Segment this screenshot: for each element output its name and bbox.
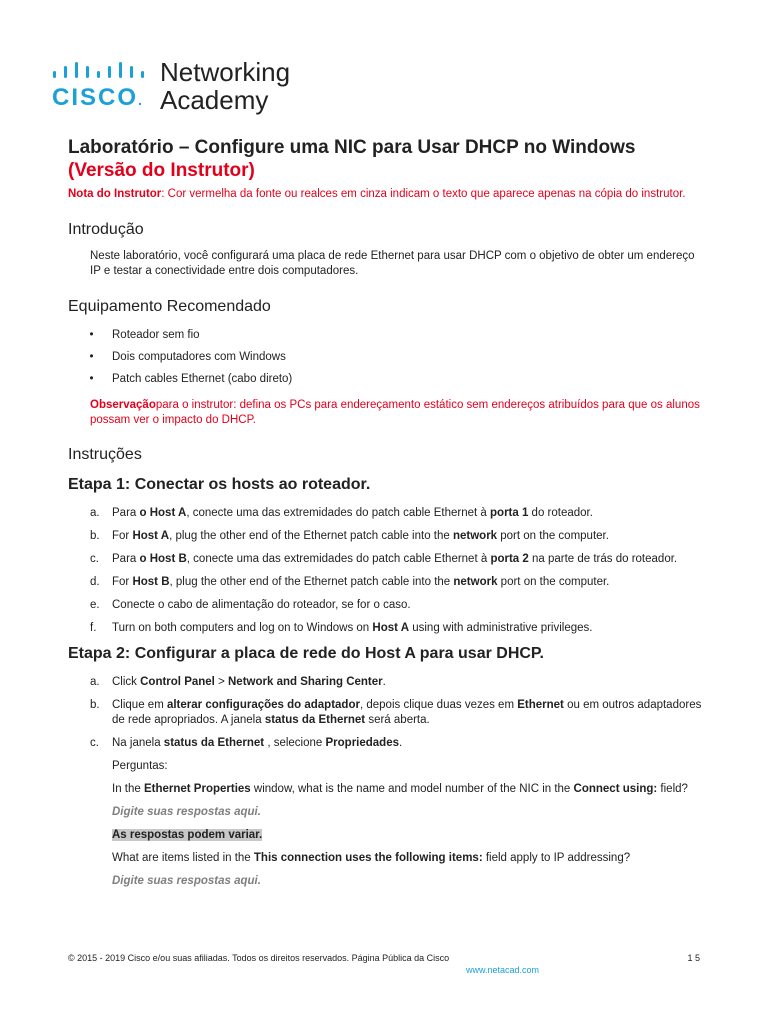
cisco-networking-academy-logo: [52, 56, 312, 118]
questions-label: Perguntas:: [112, 760, 168, 772]
list-item: • Patch cables Ethernet (cabo direto): [89, 373, 293, 385]
questions-block: [68, 759, 708, 889]
answer-highlight: As respostas podem variar.: [112, 829, 263, 841]
list-item: a. Para o Host A, conecte uma das extremidades do patch cable Ethernet à porta 1 do roteador.: [90, 507, 593, 519]
document-body: [68, 136, 708, 889]
list-item: c. Para o Host B, conecte uma das extremidades do patch cable Ethernet à porta 2 na parte de trás do roteador.: [90, 553, 678, 565]
intro-heading: Introdução: [68, 221, 144, 238]
instructions-heading: Instruções: [68, 446, 142, 463]
answer-input-1[interactable]: Digite suas respostas aqui.: [112, 806, 261, 818]
question-2: What are items listed in the This connection uses the following items: field apply to IP addressing?: [112, 852, 631, 864]
question-1: In the Ethernet Properties window, what is the name and model number of the NIC in the Connect using: field?: [112, 783, 688, 795]
cisco-wordmark: CISCO.: [52, 84, 144, 111]
step1-heading: Etapa 1: Conectar os hosts ao roteador.: [68, 476, 371, 493]
footer-page-number: 1 5: [687, 953, 700, 963]
list-item: a. Click Control Panel > Network and Sharing Center.: [90, 676, 386, 688]
list-item: e. Conecte o cabo de alimentação do roteador, se for o caso.: [90, 599, 411, 611]
footer-url-link[interactable]: www.netacad.com: [466, 965, 540, 975]
list-item: • Dois computadores com Windows: [89, 351, 286, 363]
intro-text: Neste laboratório, você configurará uma placa de rede Ethernet para usar DHCP com o objetivo de obter um endereço IP e testar a conectividade entre dois computadores.: [90, 250, 695, 277]
equipment-heading: Equipamento Recomendado: [68, 298, 271, 315]
logo-networking: Networking: [160, 57, 291, 87]
step1-list: [68, 506, 708, 636]
list-item: c. Na janela status da Ethernet , selecione Propriedades.: [90, 737, 403, 749]
step2-list: [68, 675, 708, 751]
answer-input-2[interactable]: Digite suas respostas aqui.: [112, 875, 261, 887]
page-subtitle: (Versão do Instrutor): [68, 160, 255, 181]
page-title: Laboratório – Configure uma NIC para Usar DHCP no Windows: [68, 137, 636, 158]
list-item: b. For Host A, plug the other end of the Ethernet patch cable into the network port on the computer.: [90, 530, 609, 542]
cisco-bars-icon: [52, 62, 150, 82]
footer-copyright: © 2015 - 2019 Cisco e/ou suas afiliadas. Todos os direitos reservados. Página Pública da Cisco: [68, 953, 450, 963]
equipment-list: [68, 328, 708, 387]
instructor-note: Nota do Instrutor: Cor vermelha da fonte ou realces em cinza indicam o texto que aparece apenas na cópia do instrutor.: [68, 188, 686, 200]
list-item: b. Clique em alterar configurações do adaptador, depois clique duas vezes em Ethernet ou em outros adaptadores de rede apropriados. A janela status da Ethernet será aberta.: [90, 699, 702, 726]
list-item: d. For Host B, plug the other end of the Ethernet patch cable into the network port on the computer.: [90, 576, 610, 588]
page-footer: [68, 953, 700, 975]
equipment-note: Observaçãopara o instrutor: defina os PCs para endereçamento estático sem endereços atribuídos para que os alunos possam ver o impacto do DHCP.: [90, 399, 700, 426]
list-item: f. Turn on both computers and log on to Windows on Host A using with administrative privileges.: [90, 622, 593, 634]
step2-heading: Etapa 2: Configurar a placa de rede do Host A para usar DHCP.: [68, 645, 544, 662]
logo-academy: Academy: [160, 85, 269, 115]
list-item: • Roteador sem fio: [89, 329, 200, 341]
